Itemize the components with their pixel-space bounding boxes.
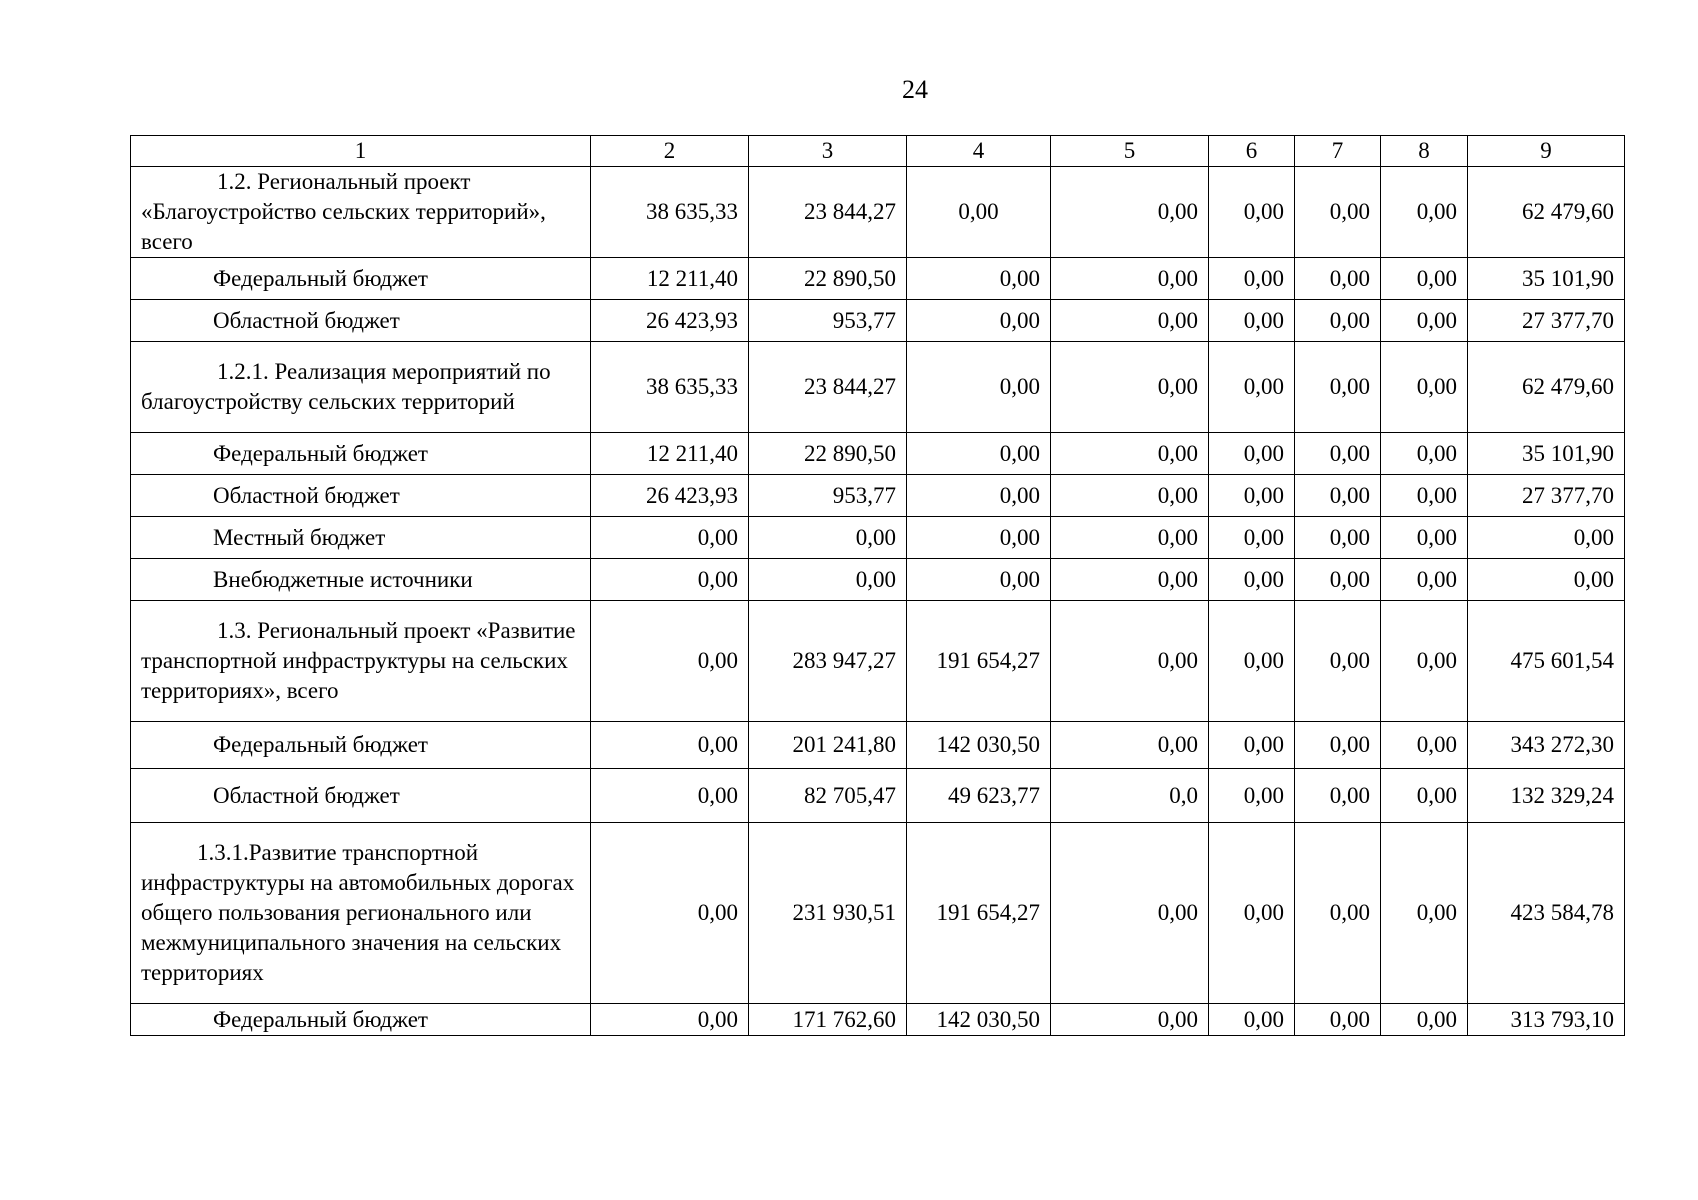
table-cell: 0,00 (1209, 1004, 1295, 1036)
row-label: Федеральный бюджет (131, 433, 591, 475)
table-cell: 0,00 (1209, 433, 1295, 475)
table-cell: 62 479,60 (1468, 167, 1625, 258)
table-header-row (131, 136, 1625, 167)
table-cell: 27 377,70 (1468, 300, 1625, 342)
table-cell: 0,00 (1381, 300, 1468, 342)
table-row (131, 300, 1625, 342)
table-cell: 0,00 (1381, 167, 1468, 258)
table-cell: 0,00 (1209, 517, 1295, 559)
row-label: Федеральный бюджет (131, 258, 591, 300)
table-cell: 0,00 (1295, 769, 1381, 823)
table-cell: 35 101,90 (1468, 433, 1625, 475)
table-cell: 142 030,50 (907, 1004, 1051, 1036)
table-cell: 0,00 (1051, 300, 1209, 342)
table-cell: 191 654,27 (907, 601, 1051, 722)
table-cell: 0,00 (1295, 559, 1381, 601)
table-cell: 0,00 (1381, 475, 1468, 517)
table-cell: 0,00 (907, 517, 1051, 559)
table-cell: 0,00 (591, 722, 749, 769)
table-cell: 0,00 (591, 1004, 749, 1036)
row-label: Областной бюджет (131, 475, 591, 517)
table-row (131, 722, 1625, 769)
table-cell: 12 211,40 (591, 258, 749, 300)
row-label: 1.3.1.Развитие транспортной инфраструктуры на автомобильных дорогах общего пользования регионального или межмуниципального значения на сельских территориях (131, 823, 591, 1004)
table-row (131, 342, 1625, 433)
table-cell: 0,00 (1381, 342, 1468, 433)
table-row (131, 601, 1625, 722)
table-cell: 0,00 (1209, 300, 1295, 342)
table-cell: 313 793,10 (1468, 1004, 1625, 1036)
table-cell: 423 584,78 (1468, 823, 1625, 1004)
row-label: Федеральный бюджет (131, 1004, 591, 1036)
table-cell: 0,00 (1209, 722, 1295, 769)
table-row (131, 167, 1625, 258)
column-header: 5 (1051, 136, 1209, 167)
row-label: 1.2. Региональный проект «Благоустройство сельских территорий», всего (131, 167, 591, 258)
table-cell: 0,00 (1381, 559, 1468, 601)
table-cell: 0,00 (1209, 258, 1295, 300)
table-cell: 0,00 (1468, 559, 1625, 601)
table-cell: 0,00 (1051, 559, 1209, 601)
table-cell: 23 844,27 (749, 342, 907, 433)
table-cell: 22 890,50 (749, 433, 907, 475)
table-cell: 0,00 (1295, 722, 1381, 769)
table-cell: 0,00 (907, 475, 1051, 517)
row-label: Местный бюджет (131, 517, 591, 559)
table-cell: 0,00 (591, 769, 749, 823)
table-cell: 0,00 (1209, 769, 1295, 823)
row-label: Областной бюджет (131, 769, 591, 823)
table-cell: 0,00 (1295, 1004, 1381, 1036)
table-cell: 0,00 (749, 517, 907, 559)
table-cell: 201 241,80 (749, 722, 907, 769)
table-cell: 953,77 (749, 475, 907, 517)
table-cell: 35 101,90 (1468, 258, 1625, 300)
table-cell: 0,00 (1209, 167, 1295, 258)
row-label: Внебюджетные источники (131, 559, 591, 601)
table-cell: 0,00 (1209, 475, 1295, 517)
column-header: 9 (1468, 136, 1625, 167)
table-cell: 0,00 (907, 342, 1051, 433)
table-cell: 0,00 (1051, 258, 1209, 300)
table-cell: 343 272,30 (1468, 722, 1625, 769)
table-cell: 27 377,70 (1468, 475, 1625, 517)
table-cell: 0,00 (1295, 342, 1381, 433)
table-cell: 0,00 (1381, 722, 1468, 769)
table-row (131, 1004, 1625, 1036)
table-cell: 0,00 (1051, 823, 1209, 1004)
table-cell: 0,00 (749, 559, 907, 601)
table-cell: 0,00 (591, 517, 749, 559)
table-cell: 0,00 (1295, 475, 1381, 517)
column-header: 8 (1381, 136, 1468, 167)
table-cell: 23 844,27 (749, 167, 907, 258)
table-cell: 0,00 (1051, 1004, 1209, 1036)
table-row (131, 559, 1625, 601)
table-cell: 26 423,93 (591, 475, 749, 517)
table-row (131, 258, 1625, 300)
table-cell: 0,00 (1295, 433, 1381, 475)
table-row (131, 769, 1625, 823)
table-cell: 0,00 (1381, 1004, 1468, 1036)
table-cell: 171 762,60 (749, 1004, 907, 1036)
table-cell: 38 635,33 (591, 342, 749, 433)
column-header: 3 (749, 136, 907, 167)
column-header: 1 (131, 136, 591, 167)
table-cell: 0,00 (1295, 300, 1381, 342)
table-cell: 191 654,27 (907, 823, 1051, 1004)
table-cell: 0,00 (591, 601, 749, 722)
table-cell: 0,00 (1381, 601, 1468, 722)
table-cell: 0,00 (907, 433, 1051, 475)
table-cell: 62 479,60 (1468, 342, 1625, 433)
table-cell: 0,00 (1381, 823, 1468, 1004)
row-label: 1.3. Региональный проект «Развитие транспортной инфраструктуры на сельских территориях», всего (131, 601, 591, 722)
table-cell: 0,00 (1051, 722, 1209, 769)
table-cell: 0,00 (1051, 475, 1209, 517)
table-cell: 0,00 (1051, 342, 1209, 433)
table-cell: 22 890,50 (749, 258, 907, 300)
table-row (131, 475, 1625, 517)
table-cell: 0,00 (1051, 601, 1209, 722)
table-cell: 953,77 (749, 300, 907, 342)
table-cell: 0,00 (1209, 342, 1295, 433)
table-cell: 475 601,54 (1468, 601, 1625, 722)
table-cell: 49 623,77 (907, 769, 1051, 823)
table-row (131, 433, 1625, 475)
table-cell: 0,0 (1051, 769, 1209, 823)
table-cell: 142 030,50 (907, 722, 1051, 769)
table-cell: 0,00 (1209, 823, 1295, 1004)
table-cell: 0,00 (1295, 517, 1381, 559)
table-cell: 0,00 (907, 559, 1051, 601)
table-cell: 82 705,47 (749, 769, 907, 823)
table-cell: 283 947,27 (749, 601, 907, 722)
page-number: 24 (902, 75, 928, 104)
table-cell: 0,00 (1295, 167, 1381, 258)
table-cell: 0,00 (1295, 601, 1381, 722)
row-label: 1.2.1. Реализация мероприятий по благоустройству сельских территорий (131, 342, 591, 433)
table-cell: 0,00 (1209, 559, 1295, 601)
budget-table (130, 135, 1625, 1036)
table-cell: 0,00 (907, 167, 1051, 258)
table-cell: 12 211,40 (591, 433, 749, 475)
table-cell: 0,00 (1381, 769, 1468, 823)
table-cell: 0,00 (1051, 433, 1209, 475)
table-cell: 0,00 (1468, 517, 1625, 559)
table-cell: 0,00 (1381, 517, 1468, 559)
table-cell: 26 423,93 (591, 300, 749, 342)
column-header: 7 (1295, 136, 1381, 167)
table-cell: 0,00 (591, 559, 749, 601)
table-cell: 0,00 (591, 823, 749, 1004)
table-cell: 0,00 (1295, 823, 1381, 1004)
table-row (131, 517, 1625, 559)
column-header: 4 (907, 136, 1051, 167)
table-cell: 0,00 (907, 300, 1051, 342)
table-cell: 0,00 (1381, 258, 1468, 300)
table-row (131, 823, 1625, 1004)
table-cell: 0,00 (1295, 258, 1381, 300)
table-cell: 38 635,33 (591, 167, 749, 258)
table-cell: 132 329,24 (1468, 769, 1625, 823)
table-cell: 0,00 (1209, 601, 1295, 722)
table-cell: 0,00 (907, 258, 1051, 300)
row-label: Областной бюджет (131, 300, 591, 342)
table-cell: 0,00 (1381, 433, 1468, 475)
row-label: Федеральный бюджет (131, 722, 591, 769)
table-cell: 0,00 (1051, 167, 1209, 258)
column-header: 2 (591, 136, 749, 167)
column-header: 6 (1209, 136, 1295, 167)
table-cell: 0,00 (1051, 517, 1209, 559)
table-cell: 231 930,51 (749, 823, 907, 1004)
